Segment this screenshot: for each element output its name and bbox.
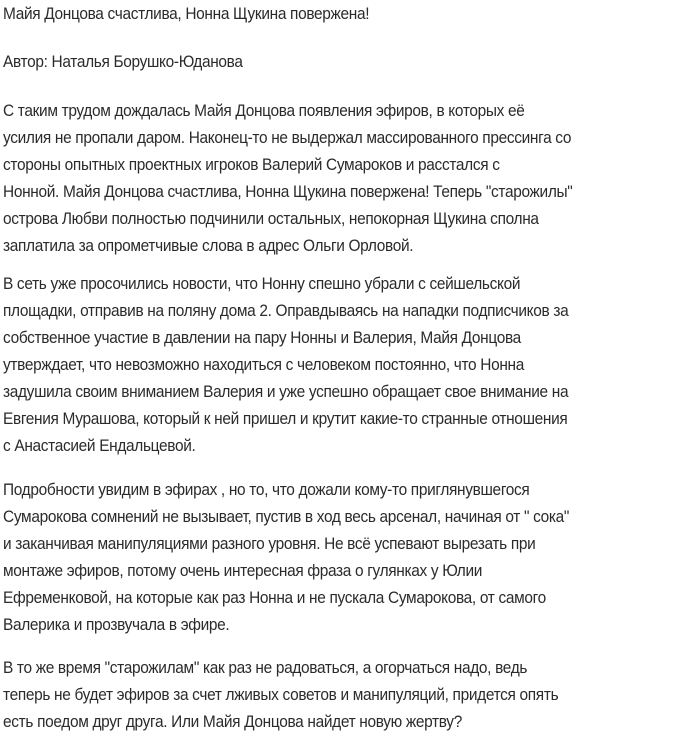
paragraph-line: Евгения Мурашова, который к ней пришел и крутит какие-то странные отношения <box>3 409 568 428</box>
article-author: Автор: Наталья Борушко-Юданова <box>3 52 243 71</box>
paragraph-1 <box>3 97 572 259</box>
article-title: Майя Донцова счастлива, Нонна Щукина повержена! <box>3 4 370 23</box>
paragraph-line: утверждает, что невозможно находиться с человеком постоянно, что Нонна <box>3 355 524 374</box>
paragraph-line: острова Любви полностью подчинили остальных, непокорная Щукина сполна <box>3 209 539 228</box>
paragraph-3 <box>3 476 569 638</box>
paragraph-line: С таким трудом дождалась Майя Донцова появления эфиров, в которых её <box>3 101 525 120</box>
paragraph-line: В сеть уже просочились новости, что Нонну спешно убрали с сейшельской <box>3 274 521 293</box>
paragraph-line: Подробности увидим в эфирах , но то, что дожали кому-то приглянувшегося <box>3 480 530 499</box>
paragraph-line: с Анастасией Ендальцевой. <box>3 436 196 455</box>
paragraph-line: стороны опытных проектных игроков Валерий Сумароков и расстался с <box>3 155 500 174</box>
paragraph-2 <box>3 270 568 459</box>
paragraph-line: Нонной. Майя Донцова счастлива, Нонна Щукина повержена! Теперь "старожилы" <box>3 182 573 201</box>
paragraph-line: есть поедом друг друга. Или Майя Донцова найдет новую жертву? <box>3 712 462 731</box>
paragraph-line: собственное участие в давлении на пару Нонны и Валерия, Майя Донцова <box>3 328 521 347</box>
paragraph-4 <box>3 654 558 735</box>
paragraph-line: и заканчивая манипуляциями разного уровня. Не всё успевают вырезать при <box>3 534 536 553</box>
paragraph-line: усилия не пропали даром. Наконец-то не выдержал массированного прессинга со <box>3 128 572 147</box>
paragraph-line: площадки, отправив на поляну дома 2. Оправдываясь на нападки подписчиков за <box>3 301 569 320</box>
paragraph-line: заплатила за опрометчивые слова в адрес Ольги Орловой. <box>3 236 414 255</box>
paragraph-line: Сумарокова сомнений не вызывает, пустив в ход весь арсенал, начиная от " сока" <box>3 507 570 526</box>
paragraph-line: теперь не будет эфиров за счет лживых советов и манипуляций, придется опять <box>3 685 559 704</box>
paragraph-line: задушила своим вниманием Валерия и уже успешно обращает свое внимание на <box>3 382 569 401</box>
paragraph-line: монтаже эфиров, потому очень интересная фраза о гулянках у Юлии <box>3 561 483 580</box>
paragraph-line: Валерика и прозвучала в эфире. <box>3 615 230 634</box>
paragraph-line: Ефременковой, на которые как раз Нонна и не пускала Сумарокова, от самого <box>3 588 546 607</box>
paragraph-line: В то же время "старожилам" как раз не радоваться, а огорчаться надо, ведь <box>3 658 528 677</box>
